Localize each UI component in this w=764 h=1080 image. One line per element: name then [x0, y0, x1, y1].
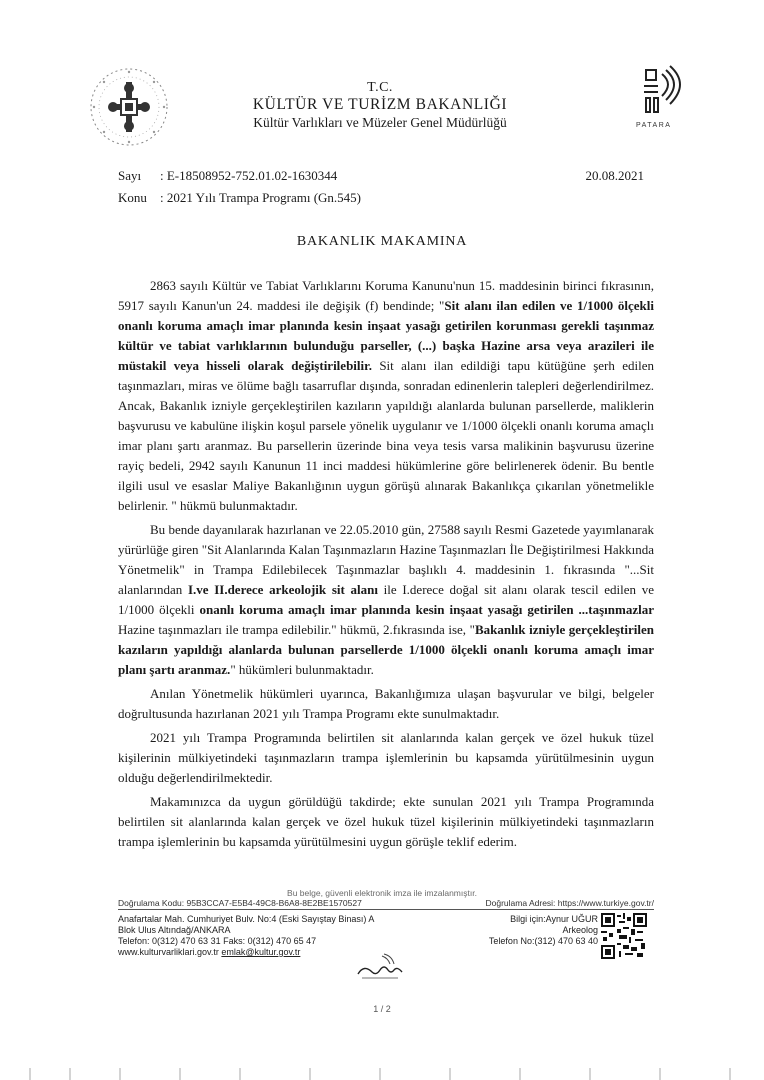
paragraph-1: 2863 sayılı Kültür ve Tabiat Varlıklarını Koruma Kanunu'nun 15. maddesinin birinci fıkrasının, 5917 sayılı Kanun'un 24. maddesi ile değişik (f) bendinde; "Sit alanı ilan edilen ve 1/1000 ölçekli onanlı koruma amaçlı imar planında kesin inşaat yasağı getirilen korunması gerekli taşınmaz kültür ve tabiat varlıklarının bulunduğu parseller, (...) başka Hazine arsa veya arazileri ile müstakil veya hisseli olarak değiştirilebilir. Sit alanı ilan edildiği tapu kütüğüne şerh edilen taşınmazları, miras ve ölüme bağlı tasarruflar dışında, sonradan edinenlerin talepleri değerlendirilmez. Ancak, Bakanlık izniyle gerçekleştirilen kazıların yapıldığı alanlarda bulunan parsellerde, maliklerin başvurusu ve kabulüne ilişkin koşul parsele yönelik uygulanır ve 1/1000 ölçekli onanlı koruma amaçlı imar planı şartı aranmaz. Bu parsellerin üzerinde bina veya tesis varsa malikinin başvurusu üzerine rayiç bedeli, 2942 sayılı Kanunun 11 inci maddesi hükümlerine göre belirlenerek ödenir. Bu bentle ilgili usul ve esaslar Maliye Bakanlığının uygun görüşü alınarak Bakanlıkça çıkarılan yönetmelikle belirlenir. " hükmü bulunmaktadır.: [118, 278, 654, 513]
document-title: BAKANLIK MAKAMINA: [296, 234, 468, 249]
header-directorate: Kültür Varlıkları ve Müzeler Genel Müdürlüğü: [253, 115, 507, 130]
paragraph-2: Bu bende dayanılarak hazırlanan ve 22.05.2010 gün, 27588 sayılı Resmi Gazetede yayımlanarak yürürlüğe giren "Sit Alanlarında Kalan Taşınmazların Hazine Taşınmazları İle Değiştirilmesi Hakkında Yönetmelik" in Trampa Edilebilecek Taşınmazlar başlıklı 4. maddesinin 1. fıkrasında "...Sit alanlarından I.ve II.derece arkeolojik sit alanı ile I.derece doğal sit alanı olarak tescil edilen ve 1/1000 ölçekli onanlı koruma amaçlı imar planında kesin inşaat yasağı getirilen ...taşınmazlar Hazine taşınmazları ile trampa edilebilir." hükmü, 2.fıkrasında ise, "Bakanlık izniyle gerçekleştirilen kazıların yapıldığı alanlarda bulunan parsellerde 1/1000 ölçekli onanlı koruma amaçlı imar planı şartı aranmaz." hükümleri bulunmaktadır.: [118, 522, 655, 677]
page-number: 1 / 2: [373, 1004, 391, 1014]
patara-logo-text: PATARA: [636, 122, 672, 129]
paragraph-3: Anılan Yönetmelik hükümleri uyarınca, Bakanlığımıza ulaşan başvurular ve bilgi, belgeler doğrultusunda hazırlanan 2021 yılı Trampa Programı ekte sunulmaktadır.: [118, 686, 654, 721]
sayi-value: : E-18508952-752.01.02-1630344: [160, 168, 338, 183]
konu-label: Konu: [118, 190, 147, 205]
konu-row: [118, 190, 361, 206]
email-link[interactable]: emlak@kultur.gov.tr: [221, 947, 301, 957]
header-ministry: KÜLTÜR VE TURİZM BAKANLIĞI: [252, 96, 508, 113]
qr-code-icon: [601, 913, 647, 959]
paragraph-5: Makamınızca da uygun görüldüğü takdirde; ekte sunulan 2021 yılı Trampa Programında belirtilen sit alanlarında kalan gerçek ve özel hukuk tüzel kişilerinin mülkiyetindeki taşınmazların trampa işlemlerinin bu kapsamda yürütülmesini uygun görüşle teklif ederim.: [118, 794, 654, 849]
verification-address[interactable]: Doğrulama Adresi: https://www.turkiye.gov.tr/: [485, 898, 654, 908]
e-signature-note: Bu belge, güvenli elektronik imza ile imzalanmıştır.: [287, 888, 477, 898]
footer-address: Anafartalar Mah. Cumhuriyet Bulv. No:4 (Eski Sayıştay Binası) A Blok Ulus Altındağ/ANKARA Telefon: 0(312) 470 63 31 Faks: 0(312) 470 65 47 www.kulturvarliklari.gov.tr emlak@kultur.gov.tr: [118, 914, 375, 957]
document-body: [118, 276, 654, 856]
patara-logo-icon: [632, 64, 686, 128]
paragraph-4: 2021 yılı Trampa Programında belirtilen sit alanlarında kalan gerçek ve özel hukuk tüzel kişilerinin mülkiyetindeki taşınmazların trampa işlemlerinin bu kapsamda yürütülmesinin uygun olduğu değerlendirilmektedir.: [118, 730, 654, 785]
sayi-row: [118, 168, 337, 184]
website-link[interactable]: www.kulturvarliklari.gov.tr: [118, 947, 219, 957]
sayi-label: Sayı: [118, 168, 142, 183]
header-tc: T.C.: [367, 80, 393, 95]
ministry-seal-icon: [88, 66, 170, 148]
document-date: 20.08.2021: [585, 168, 644, 183]
scan-edge-artifact: [0, 1068, 764, 1080]
footer-divider: [118, 909, 654, 910]
konu-value: : 2021 Yılı Trampa Programı (Gn.545): [160, 190, 362, 205]
footer-contact: Bilgi için:Aynur UĞUR Arkeolog Telefon No:(312) 470 63 40: [488, 914, 598, 946]
turkiye-logo-icon: [352, 950, 408, 984]
verification-code: Doğrulama Kodu: 95B3CCA7-E5B4-49C8-B6A8-8E2BE1570527: [118, 898, 362, 908]
